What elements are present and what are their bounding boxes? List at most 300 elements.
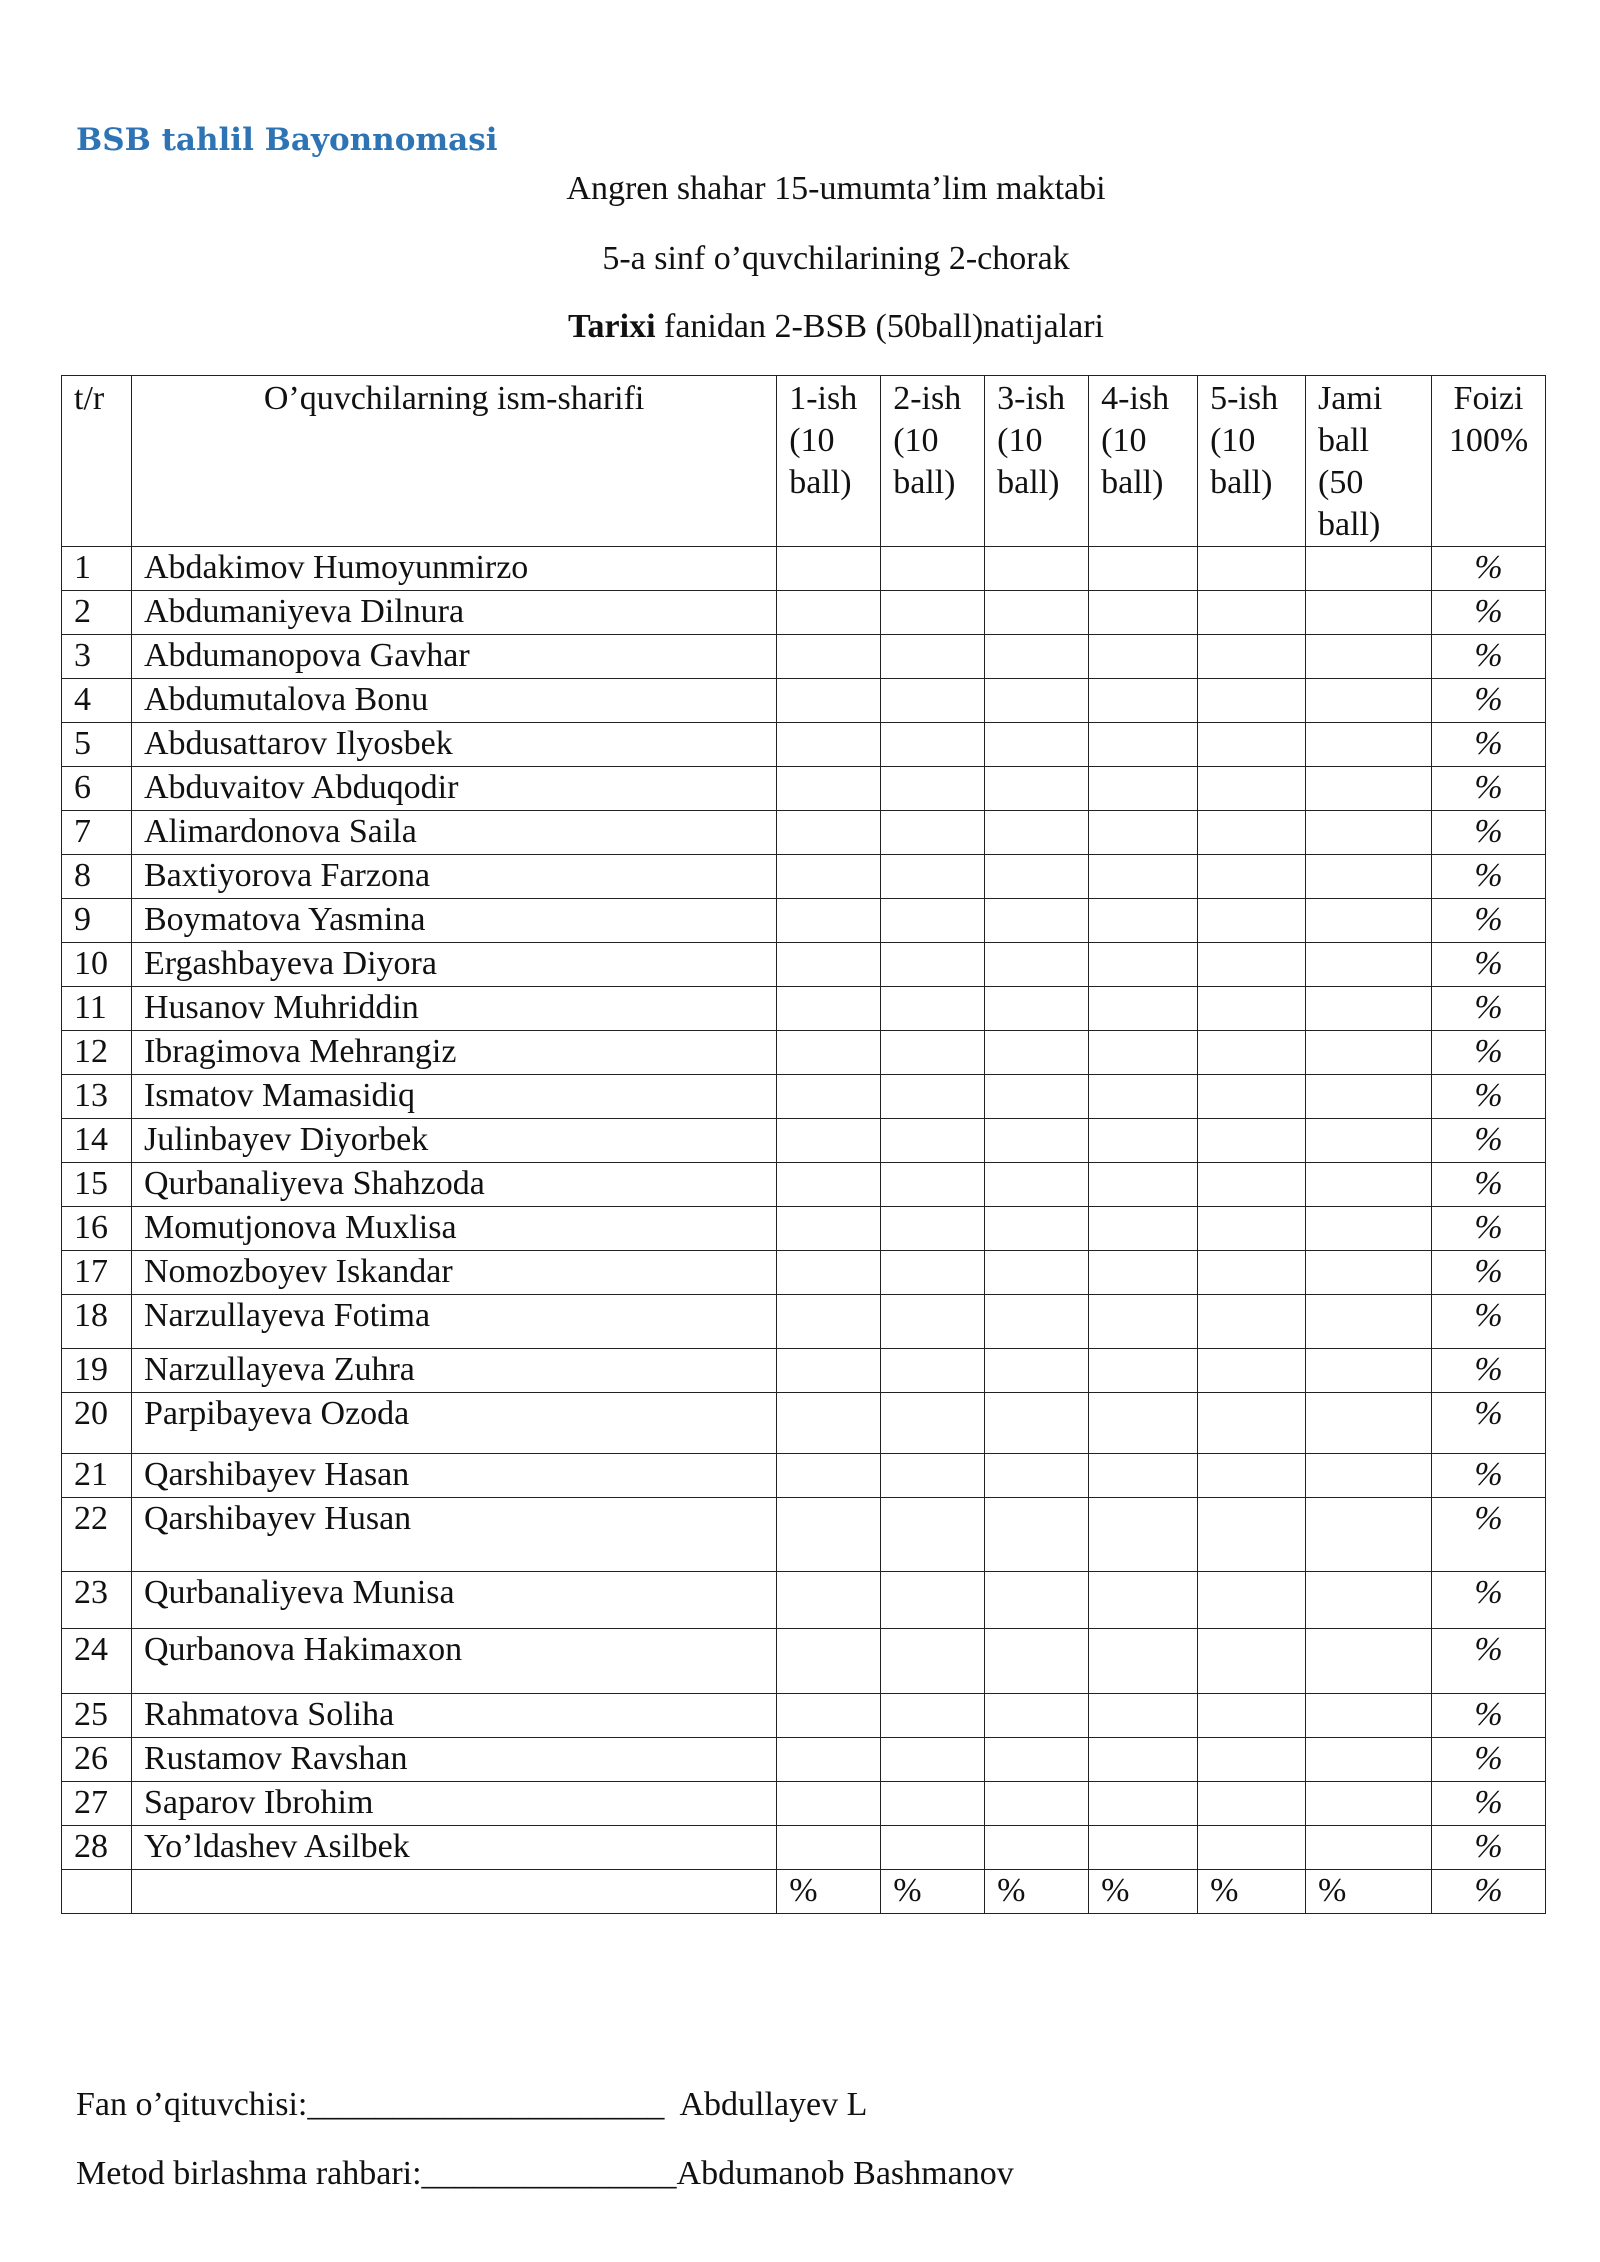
percent-cell: % [1431,1163,1545,1207]
student-name: Abduvaitov Abduqodir [131,767,776,811]
summary-ish-5: % [1198,1870,1306,1914]
ish-3-score [985,811,1089,855]
table-row [62,987,1546,1031]
student-name: Ibragimova Mehrangiz [131,1031,776,1075]
row-number: 8 [62,855,132,899]
row-number: 15 [62,1163,132,1207]
summary-ish-4: % [1089,1870,1198,1914]
row-number: 19 [62,1349,132,1393]
ish-5-score [1198,1251,1306,1295]
teacher-signature-line: Fan o’qituvchisi:_____________________ Abdullayev L [76,2086,868,2123]
ish-4-score [1089,855,1198,899]
row-number: 7 [62,811,132,855]
ish-3-score [985,1295,1089,1349]
ish-1-score [777,1782,881,1826]
total-score [1306,987,1432,1031]
ish-1-score [777,723,881,767]
ish-2-score [881,1694,985,1738]
ish-4-score [1089,1207,1198,1251]
ish-1-score [777,943,881,987]
ish-4-score [1089,1572,1198,1629]
table-row [62,547,1546,591]
ish-2-score [881,855,985,899]
summary-ish-3: % [985,1870,1089,1914]
ish-2-score [881,1498,985,1572]
header-ish-4: 4-ish (10 ball) [1089,376,1198,547]
row-number: 2 [62,591,132,635]
ish-1-score [777,1454,881,1498]
ish-4-score [1089,1498,1198,1572]
ish-4-score [1089,987,1198,1031]
row-number: 17 [62,1251,132,1295]
ish-2-score [881,679,985,723]
ish-1-score [777,1826,881,1870]
ish-1-score [777,1163,881,1207]
ish-1-score [777,767,881,811]
total-score [1306,679,1432,723]
header-ish-3: 3-ish (10 ball) [985,376,1089,547]
total-score [1306,1031,1432,1075]
percent-cell: % [1431,679,1545,723]
ish-4-score [1089,635,1198,679]
table-row [62,1031,1546,1075]
method-head-signature-line: Metod birlashma rahbari:_______________Abdumanob Bashmanov [76,2155,1014,2192]
ish-5-score [1198,1454,1306,1498]
ish-1-score [777,1251,881,1295]
ish-1-score [777,1694,881,1738]
ish-5-score [1198,1295,1306,1349]
student-name: Yo’ldashev Asilbek [131,1826,776,1870]
ish-4-score [1089,1163,1198,1207]
percent-cell: % [1431,1826,1545,1870]
ish-1-score [777,1031,881,1075]
row-number: 25 [62,1694,132,1738]
student-name: Saparov Ibrohim [131,1782,776,1826]
ish-3-score [985,1393,1089,1454]
summary-ish-1: % [777,1870,881,1914]
ish-2-score [881,767,985,811]
row-number: 20 [62,1393,132,1454]
ish-4-score [1089,1119,1198,1163]
table-row [62,811,1546,855]
row-number: 27 [62,1782,132,1826]
summary-name-cell [131,1870,776,1914]
student-name: Qurbanova Hakimaxon [131,1629,776,1694]
ish-3-score [985,723,1089,767]
student-name: Qarshibayev Husan [131,1498,776,1572]
ish-4-score [1089,1075,1198,1119]
table-row [62,1498,1546,1572]
table-row [62,1629,1546,1694]
header-student-name: O’quvchilarning ism-sharifi [131,376,776,547]
ish-5-score [1198,1629,1306,1694]
document-heading: BSB tahlil Bayonnomasi [76,122,498,158]
percent-cell: % [1431,1572,1545,1629]
ish-2-score [881,1207,985,1251]
row-number: 3 [62,635,132,679]
total-score [1306,1498,1432,1572]
student-name: Narzullayeva Fotima [131,1295,776,1349]
ish-4-score [1089,1251,1198,1295]
ish-5-score [1198,1031,1306,1075]
ish-2-score [881,1349,985,1393]
percent-cell: % [1431,1251,1545,1295]
percent-cell: % [1431,1119,1545,1163]
summary-ish-2: % [881,1870,985,1914]
student-name: Nomozboyev Iskandar [131,1251,776,1295]
subject-line-rest: fanidan 2-BSB (50ball)natijalari [655,308,1105,345]
total-score [1306,1119,1432,1163]
ish-5-score [1198,855,1306,899]
ish-4-score [1089,1295,1198,1349]
header-percent: Foizi 100% [1431,376,1545,547]
ish-4-score [1089,547,1198,591]
percent-cell: % [1431,1629,1545,1694]
student-name: Alimardonova Saila [131,811,776,855]
row-number: 9 [62,899,132,943]
row-number: 28 [62,1826,132,1870]
ish-3-score [985,1163,1089,1207]
ish-2-score [881,1629,985,1694]
table-row [62,1826,1546,1870]
percent-cell: % [1431,1782,1545,1826]
ish-2-score [881,1163,985,1207]
percent-cell: % [1431,1738,1545,1782]
ish-5-score [1198,1349,1306,1393]
percent-cell: % [1431,635,1545,679]
ish-3-score [985,1119,1089,1163]
ish-2-score [881,811,985,855]
student-name: Abdumutalova Bonu [131,679,776,723]
ish-1-score [777,1572,881,1629]
percent-cell: % [1431,1349,1545,1393]
student-name: Qurbanaliyeva Shahzoda [131,1163,776,1207]
class-line: 5-a sinf o’quvchilarining 2-chorak [602,240,1070,277]
ish-4-score [1089,1349,1198,1393]
ish-4-score [1089,679,1198,723]
ish-2-score [881,1782,985,1826]
ish-4-score [1089,899,1198,943]
ish-5-score [1198,1498,1306,1572]
ish-5-score [1198,1694,1306,1738]
ish-5-score [1198,679,1306,723]
ish-4-score [1089,1454,1198,1498]
ish-2-score [881,591,985,635]
student-name: Boymatova Yasmina [131,899,776,943]
row-number: 22 [62,1498,132,1572]
table-row [62,943,1546,987]
total-score [1306,1075,1432,1119]
ish-1-score [777,899,881,943]
percent-cell: % [1431,1454,1545,1498]
total-score [1306,1349,1432,1393]
total-score [1306,899,1432,943]
student-name: Julinbayev Diyorbek [131,1119,776,1163]
percent-cell: % [1431,1498,1545,1572]
ish-5-score [1198,1163,1306,1207]
total-score [1306,591,1432,635]
total-score [1306,1163,1432,1207]
table-row [62,767,1546,811]
ish-5-score [1198,1119,1306,1163]
percent-cell: % [1431,899,1545,943]
subject-name: Tarixi [567,308,656,345]
ish-2-score [881,1738,985,1782]
total-score [1306,1393,1432,1454]
ish-2-score [881,1454,985,1498]
ish-4-score [1089,1694,1198,1738]
percent-cell: % [1431,1295,1545,1349]
table-row [62,1454,1546,1498]
percent-cell: % [1431,1694,1545,1738]
ish-3-score [985,1738,1089,1782]
ish-1-score [777,635,881,679]
summary-percent: % [1431,1870,1545,1914]
table-row [62,591,1546,635]
ish-2-score [881,943,985,987]
percent-cell: % [1431,943,1545,987]
ish-5-score [1198,1738,1306,1782]
summary-total: % [1306,1870,1432,1914]
ish-4-score [1089,811,1198,855]
ish-5-score [1198,1393,1306,1454]
table-row [62,1349,1546,1393]
total-score [1306,1572,1432,1629]
percent-cell: % [1431,547,1545,591]
student-name: Abdakimov Humoyunmirzo [131,547,776,591]
percent-cell: % [1431,1031,1545,1075]
ish-4-score [1089,1629,1198,1694]
table-row [62,1738,1546,1782]
student-name: Abdusattarov Ilyosbek [131,723,776,767]
percent-cell: % [1431,855,1545,899]
ish-1-score [777,1075,881,1119]
ish-5-score [1198,723,1306,767]
table-row [62,1393,1546,1454]
table-row [62,1207,1546,1251]
ish-2-score [881,1826,985,1870]
ish-3-score [985,547,1089,591]
total-score [1306,547,1432,591]
table-row [62,899,1546,943]
table-row [62,1295,1546,1349]
ish-5-score [1198,1826,1306,1870]
header-number: t/r [62,376,132,547]
ish-5-score [1198,1207,1306,1251]
ish-5-score [1198,591,1306,635]
ish-4-score [1089,1031,1198,1075]
total-score [1306,1454,1432,1498]
total-score [1306,811,1432,855]
ish-1-score [777,987,881,1031]
subject-line [0,308,1600,346]
row-number: 26 [62,1738,132,1782]
ish-1-score [777,547,881,591]
student-name: Rahmatova Soliha [131,1694,776,1738]
school-line: Angren shahar 15-umumta’lim maktabi [566,170,1106,207]
table-row [62,679,1546,723]
ish-3-score [985,1031,1089,1075]
total-score [1306,635,1432,679]
row-number: 14 [62,1119,132,1163]
ish-3-score [985,1207,1089,1251]
grades-table [61,375,1546,1914]
table-row [62,1075,1546,1119]
total-score [1306,767,1432,811]
ish-4-score [1089,1782,1198,1826]
percent-cell: % [1431,811,1545,855]
ish-3-score [985,635,1089,679]
table-row [62,1163,1546,1207]
ish-2-score [881,1393,985,1454]
percent-cell: % [1431,1207,1545,1251]
ish-5-score [1198,987,1306,1031]
ish-1-score [777,855,881,899]
ish-1-score [777,1393,881,1454]
ish-2-score [881,635,985,679]
row-number: 11 [62,987,132,1031]
ish-3-score [985,1075,1089,1119]
table-row [62,1572,1546,1629]
percent-cell: % [1431,767,1545,811]
summary-row [62,1870,1546,1914]
ish-3-score [985,767,1089,811]
total-score [1306,723,1432,767]
ish-3-score [985,1782,1089,1826]
student-name: Qarshibayev Hasan [131,1454,776,1498]
ish-4-score [1089,767,1198,811]
student-name: Abdumanopova Gavhar [131,635,776,679]
row-number: 16 [62,1207,132,1251]
percent-cell: % [1431,591,1545,635]
ish-2-score [881,1031,985,1075]
total-score [1306,855,1432,899]
student-name: Rustamov Ravshan [131,1738,776,1782]
row-number: 12 [62,1031,132,1075]
percent-cell: % [1431,1075,1545,1119]
ish-3-score [985,591,1089,635]
ish-3-score [985,899,1089,943]
ish-5-score [1198,1782,1306,1826]
ish-1-score [777,1207,881,1251]
ish-3-score [985,943,1089,987]
ish-4-score [1089,723,1198,767]
ish-1-score [777,591,881,635]
student-name: Abdumaniyeva Dilnura [131,591,776,635]
header-ish-2: 2-ish (10 ball) [881,376,985,547]
ish-2-score [881,987,985,1031]
total-score [1306,1738,1432,1782]
row-number: 24 [62,1629,132,1694]
row-number: 5 [62,723,132,767]
student-name: Husanov Muhriddin [131,987,776,1031]
header-total: Jami ball (50 ball) [1306,376,1432,547]
total-score [1306,1782,1432,1826]
ish-2-score [881,1572,985,1629]
ish-5-score [1198,811,1306,855]
total-score [1306,1694,1432,1738]
ish-3-score [985,1694,1089,1738]
ish-3-score [985,1498,1089,1572]
ish-2-score [881,547,985,591]
ish-4-score [1089,1738,1198,1782]
ish-3-score [985,1251,1089,1295]
ish-5-score [1198,1075,1306,1119]
summary-number-cell [62,1870,132,1914]
ish-2-score [881,1119,985,1163]
row-number: 1 [62,547,132,591]
ish-1-score [777,1295,881,1349]
row-number: 4 [62,679,132,723]
ish-3-score [985,1454,1089,1498]
ish-2-score [881,899,985,943]
percent-cell: % [1431,723,1545,767]
ish-5-score [1198,899,1306,943]
ish-1-score [777,1738,881,1782]
student-name: Parpibayeva Ozoda [131,1393,776,1454]
row-number: 10 [62,943,132,987]
table-row [62,635,1546,679]
ish-5-score [1198,1572,1306,1629]
ish-3-score [985,1629,1089,1694]
ish-5-score [1198,547,1306,591]
total-score [1306,1826,1432,1870]
row-number: 6 [62,767,132,811]
ish-4-score [1089,1826,1198,1870]
ish-5-score [1198,943,1306,987]
row-number: 21 [62,1454,132,1498]
ish-1-score [777,679,881,723]
total-score [1306,943,1432,987]
student-name: Ismatov Mamasidiq [131,1075,776,1119]
table-row [62,1782,1546,1826]
ish-5-score [1198,635,1306,679]
row-number: 13 [62,1075,132,1119]
ish-3-score [985,1826,1089,1870]
ish-1-score [777,1498,881,1572]
student-name: Baxtiyorova Farzona [131,855,776,899]
percent-cell: % [1431,1393,1545,1454]
table-row [62,1251,1546,1295]
grade-rows [62,547,1546,1870]
total-score [1306,1251,1432,1295]
ish-1-score [777,811,881,855]
ish-2-score [881,1075,985,1119]
total-score [1306,1295,1432,1349]
table-row [62,855,1546,899]
student-name: Ergashbayeva Diyora [131,943,776,987]
ish-1-score [777,1349,881,1393]
row-number: 23 [62,1572,132,1629]
table-row [62,1694,1546,1738]
header-ish-5: 5-ish (10 ball) [1198,376,1306,547]
ish-3-score [985,987,1089,1031]
ish-3-score [985,855,1089,899]
student-name: Narzullayeva Zuhra [131,1349,776,1393]
ish-1-score [777,1629,881,1694]
ish-3-score [985,1349,1089,1393]
table-row [62,723,1546,767]
ish-4-score [1089,943,1198,987]
ish-4-score [1089,1393,1198,1454]
row-number: 18 [62,1295,132,1349]
header-row [62,376,1546,547]
student-name: Qurbanaliyeva Munisa [131,1572,776,1629]
ish-4-score [1089,591,1198,635]
table-row [62,1119,1546,1163]
ish-2-score [881,1295,985,1349]
ish-2-score [881,1251,985,1295]
